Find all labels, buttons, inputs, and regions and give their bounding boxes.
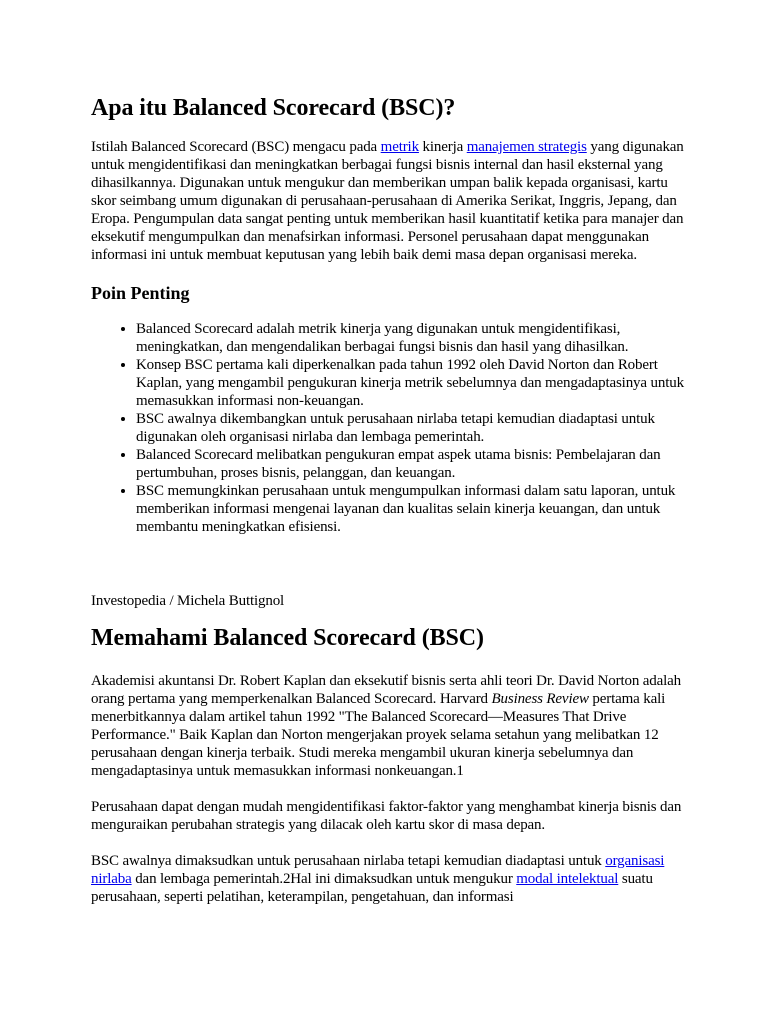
section-title-understanding-bsc: Memahami Balanced Scorecard (BSC) <box>91 625 484 651</box>
adaptation-text-3: suatu perusahaan, seperti pelatihan, keterampilan, pengetahuan, dan informasi <box>91 871 653 905</box>
intro-text-1: Istilah Balanced Scorecard (BSC) mengacu pada <box>91 139 381 155</box>
publication-name: Business Review <box>491 691 589 707</box>
history-paragraph <box>91 672 691 780</box>
link-modal-intelektual[interactable]: modal intelektual <box>516 871 619 887</box>
article <box>91 94 691 906</box>
identification-paragraph: Perusahaan dapat dengan mudah mengidentifikasi faktor-faktor yang menghambat kinerja bisnis dan menguraikan perubahan strategis yang dilacak oleh kartu skor di masa depan. <box>91 799 682 833</box>
list-item: • Balanced Scorecard melibatkan pengukuran empat aspek utama bisnis: Pembelajaran dan pertumbuhan, proses bisnis, pelanggan, dan keuangan. <box>136 446 691 482</box>
link-metrik[interactable]: metrik <box>380 139 419 155</box>
image-credit: Investopedia / Michela Buttignol <box>91 593 285 609</box>
history-text-1: Akademisi akuntansi Dr. Robert Kaplan dan eksekutif bisnis serta ahli teori Dr. David Norton adalah orang pertama yang memperkenalkan Balanced Scorecard. Harvard <box>91 673 682 707</box>
link-organisasi-nirlaba[interactable]: organisasi nirlaba <box>91 853 665 887</box>
history-text-2: pertama kali menerbitkannya dalam artikel tahun 1992 "The Balanced Scorecard—Measures That Drive Performance." Baik Kaplan dan Norton mengerjakan proyek selama setahun yang melibatkan 12 perusahaan dengan kinerja terbaik. Studi mereka mengambil ukuran kinerja sebelumnya dan mengadaptasinya untuk memasukkan informasi nonkeuangan.1 <box>91 691 666 779</box>
section-title-what-is-bsc: Apa itu Balanced Scorecard (BSC)? <box>91 95 456 121</box>
adaptation-paragraph <box>91 852 691 906</box>
link-manajemen-strategis[interactable]: manajemen strategis <box>466 139 587 155</box>
list-item: • BSC memungkinkan perusahaan untuk mengumpulkan informasi dalam satu laporan, untuk memberikan informasi mengenai layanan dan kualitas selain kinerja keuangan, dan untuk membantu meningkatkan efisiensi. <box>136 482 691 536</box>
intro-text-2: kinerja <box>418 139 467 155</box>
list-item: • Konsep BSC pertama kali diperkenalkan pada tahun 1992 oleh David Norton dan Robert Kaplan, yang mengambil pengukuran kinerja metrik sebelumnya dan mengadaptasinya untuk memasukkan informasi non-keuangan. <box>136 356 691 410</box>
list-item: • BSC awalnya dikembangkan untuk perusahaan nirlaba tetapi kemudian diadaptasi untuk digunakan oleh organisasi nirlaba dan lembaga pemerintah. <box>136 410 691 446</box>
list-item: • Balanced Scorecard adalah metrik kinerja yang digunakan untuk mengidentifikasi, meningkatkan, dan mengendalikan berbagai fungsi bisnis dan hasil yang dihasilkan. <box>136 320 691 356</box>
intro-paragraph <box>91 138 691 264</box>
key-points-list <box>91 320 691 536</box>
intro-text-3: yang digunakan untuk mengidentifikasi dan meningkatkan berbagai fungsi bisnis internal dan hasil eksternal yang dihasilkannya. Digunakan untuk mengukur dan memberikan umpan balik kepada organisasi, kartu skor seimbang umum digunakan di perusahaan-perusahaan di Amerika Serikat, Inggris, Jepang, dan Eropa. Pengumpulan data sangat penting untuk memberikan hasil kuantitatif ketika para manajer dan eksekutif mengumpulkan dan menafsirkan informasi. Personel perusahaan dapat menggunakan informasi ini untuk membuat keputusan yang lebih baik demi masa depan organisasi mereka. <box>91 139 684 263</box>
key-points-heading: Poin Penting <box>91 283 190 303</box>
adaptation-text-2: dan lembaga pemerintah.2Hal ini dimaksudkan untuk mengukur <box>131 871 517 887</box>
adaptation-text-1: BSC awalnya dimaksudkan untuk perusahaan nirlaba tetapi kemudian diadaptasi untuk <box>91 853 606 869</box>
